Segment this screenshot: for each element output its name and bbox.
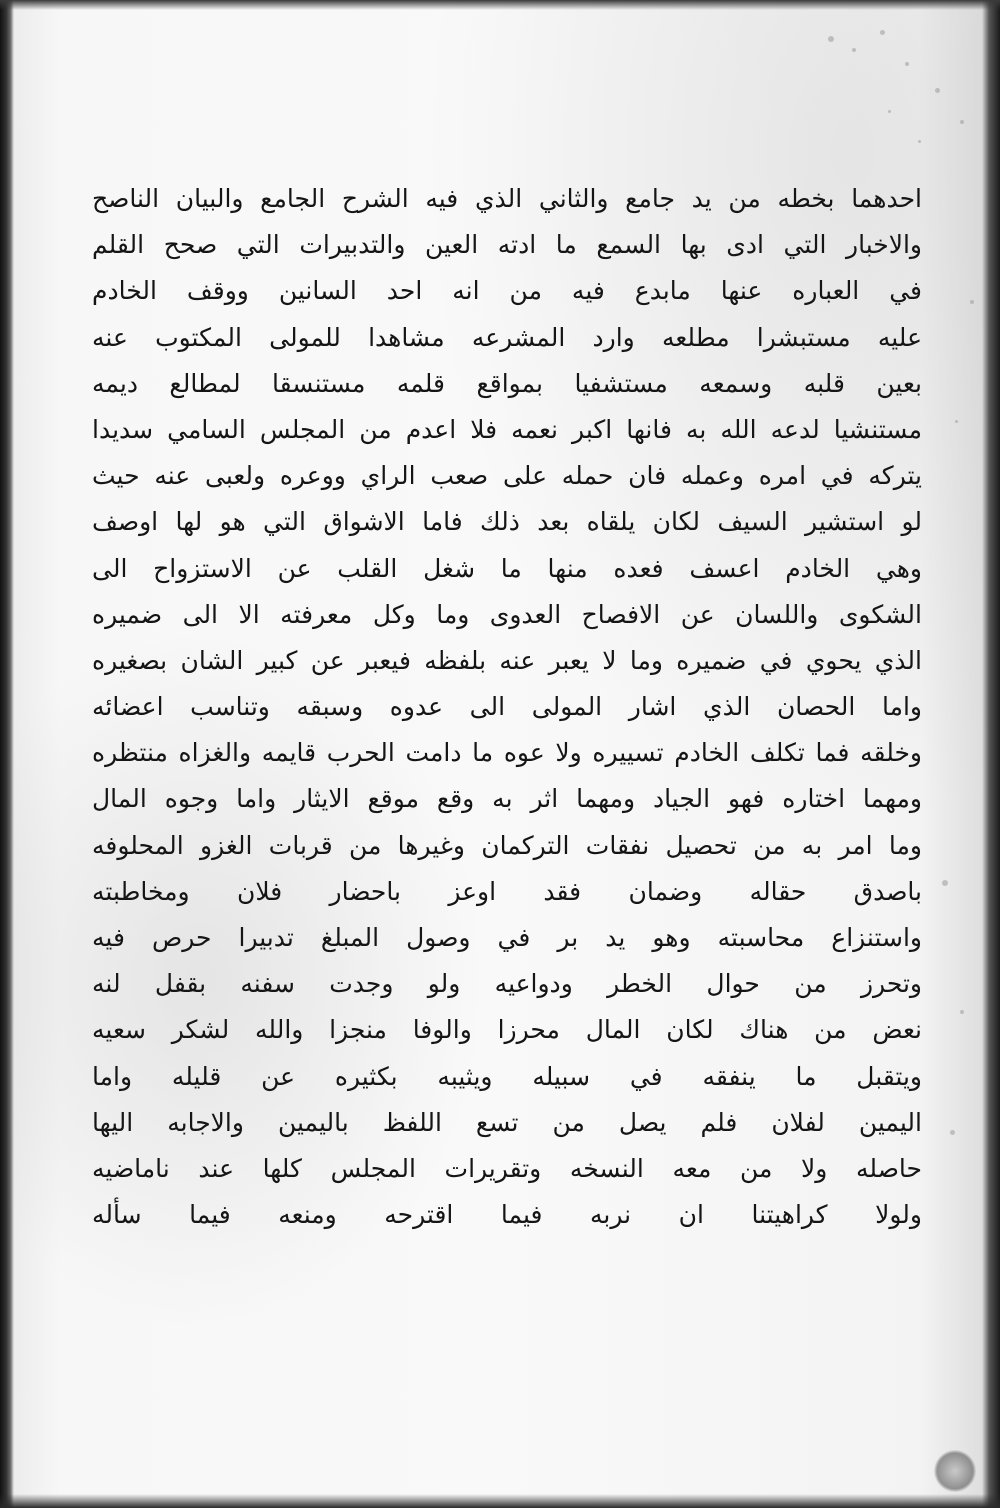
page-edge-right bbox=[982, 0, 1000, 1508]
text-line: مستنشيا لدعه الله به فانها اكبر نعمه فلا اعدم من المجلس السامي سديدا bbox=[92, 414, 922, 444]
text-line: وما امر به من تحصيل نفقات التركمان وغيرها من قربات الغزو المحلوفه bbox=[92, 830, 922, 860]
foxing-spot bbox=[960, 1010, 964, 1014]
foxing-spot bbox=[942, 880, 948, 886]
foxing-spot bbox=[888, 110, 891, 113]
foxing-spot bbox=[970, 300, 974, 304]
text-line: وخلقه فما تكلف الخادم تسييره ولا عوه ما دامت الحرب قايمه والغزاه منتظره bbox=[92, 738, 922, 768]
foxing-spot bbox=[950, 1130, 955, 1135]
text-line: واما الحصان الذي اشار المولى الى عدوه وسبقه وتناسب اعضائه bbox=[92, 692, 922, 722]
text-line: عليه مستبشرا مطلعه وارد المشرعه مشاهدا للمولى المكتوب عنه bbox=[92, 322, 922, 352]
page-edge-bottom bbox=[0, 1494, 1000, 1508]
text-line: الشكوى واللسان عن الافصاح العدوى وما وكل معرفته الا الى ضميره bbox=[92, 599, 922, 629]
text-line: باصدق حقاله وضمان فقد اوعز باحضار فلان ومخاطبته bbox=[92, 876, 922, 906]
foxing-spot bbox=[852, 48, 856, 52]
text-line: وتحرز من حوال الخطر ودواعيه ولو وجدت سفنه بقفل لنه bbox=[92, 969, 922, 999]
text-line: واستنزاع محاسبته وهو يد بر في وصول المبلغ تدبيرا حرص فيه bbox=[92, 923, 922, 952]
text-line: بعين قلبه وسمعه مستشفيا بمواقع قلمه مستنسقا لمطالع ديمه bbox=[92, 368, 922, 398]
text-line: نعض من هناك لكان المال محرزا والوفا منجزا والله لشكر سعيه bbox=[92, 1015, 922, 1045]
text-line: حاصله ولا من معه النسخه وتقريرات المجلس كلها عند ناماضيه bbox=[92, 1153, 922, 1183]
text-line: يتركه في امره وعمله فان حمله على صعب الراي ووعره ولعبى عنه حيث bbox=[92, 461, 922, 491]
foxing-spot bbox=[955, 420, 958, 423]
binding-edge-left bbox=[0, 0, 14, 1508]
text-line: احدهما بخطه من يد جامع والثاني الذي فيه الشرح الجامع والبيان الناصح bbox=[92, 184, 922, 213]
foxing-spot bbox=[935, 88, 940, 93]
text-line: لو استشير السيف لكان يلقاه بعد ذلك فاما الاشواق التي هو لها اوصف bbox=[92, 507, 922, 537]
text-line: والاخبار التي ادى بها السمع ما ادته العين والتدبيرات التي صحح القلم bbox=[92, 230, 922, 260]
foxing-spot bbox=[880, 30, 885, 35]
foxing-spot bbox=[918, 140, 921, 143]
foxing-spot bbox=[960, 120, 964, 124]
page-edge-top bbox=[0, 0, 1000, 10]
text-line: ولولا كراهيتنا ان نربه فيما اقترحه ومنعه فيما سأله bbox=[92, 1200, 922, 1230]
text-line: في العباره عنها مابدع فيه من انه احد السانين ووقف الخادم bbox=[92, 276, 922, 306]
foxing-spot bbox=[828, 36, 834, 42]
text-line: وهي الخادم اعسف فعده منها ما شغل القلب عن الاستزواح الى bbox=[92, 553, 922, 583]
text-line: ومهما اختاره فهو الجياد ومهما اثر به وقع موقع الايثار واما وجوه المال bbox=[92, 784, 922, 814]
corner-stain bbox=[934, 1450, 976, 1492]
text-line: ويتقبل ما ينفقه في سبيله ويثيبه بكثيره عن قليله واما bbox=[92, 1061, 922, 1091]
text-line: اليمين لفلان فلم يصل من تسع اللفظ باليمين والاجابه اليها bbox=[92, 1107, 922, 1137]
foxing-spot bbox=[905, 62, 909, 66]
text-line: الذي يحوي في ضميره وما لا يعبر عنه بلفظه فيعبر عن كبير الشان بصغيره bbox=[92, 645, 922, 675]
manuscript-text bbox=[92, 176, 922, 1238]
